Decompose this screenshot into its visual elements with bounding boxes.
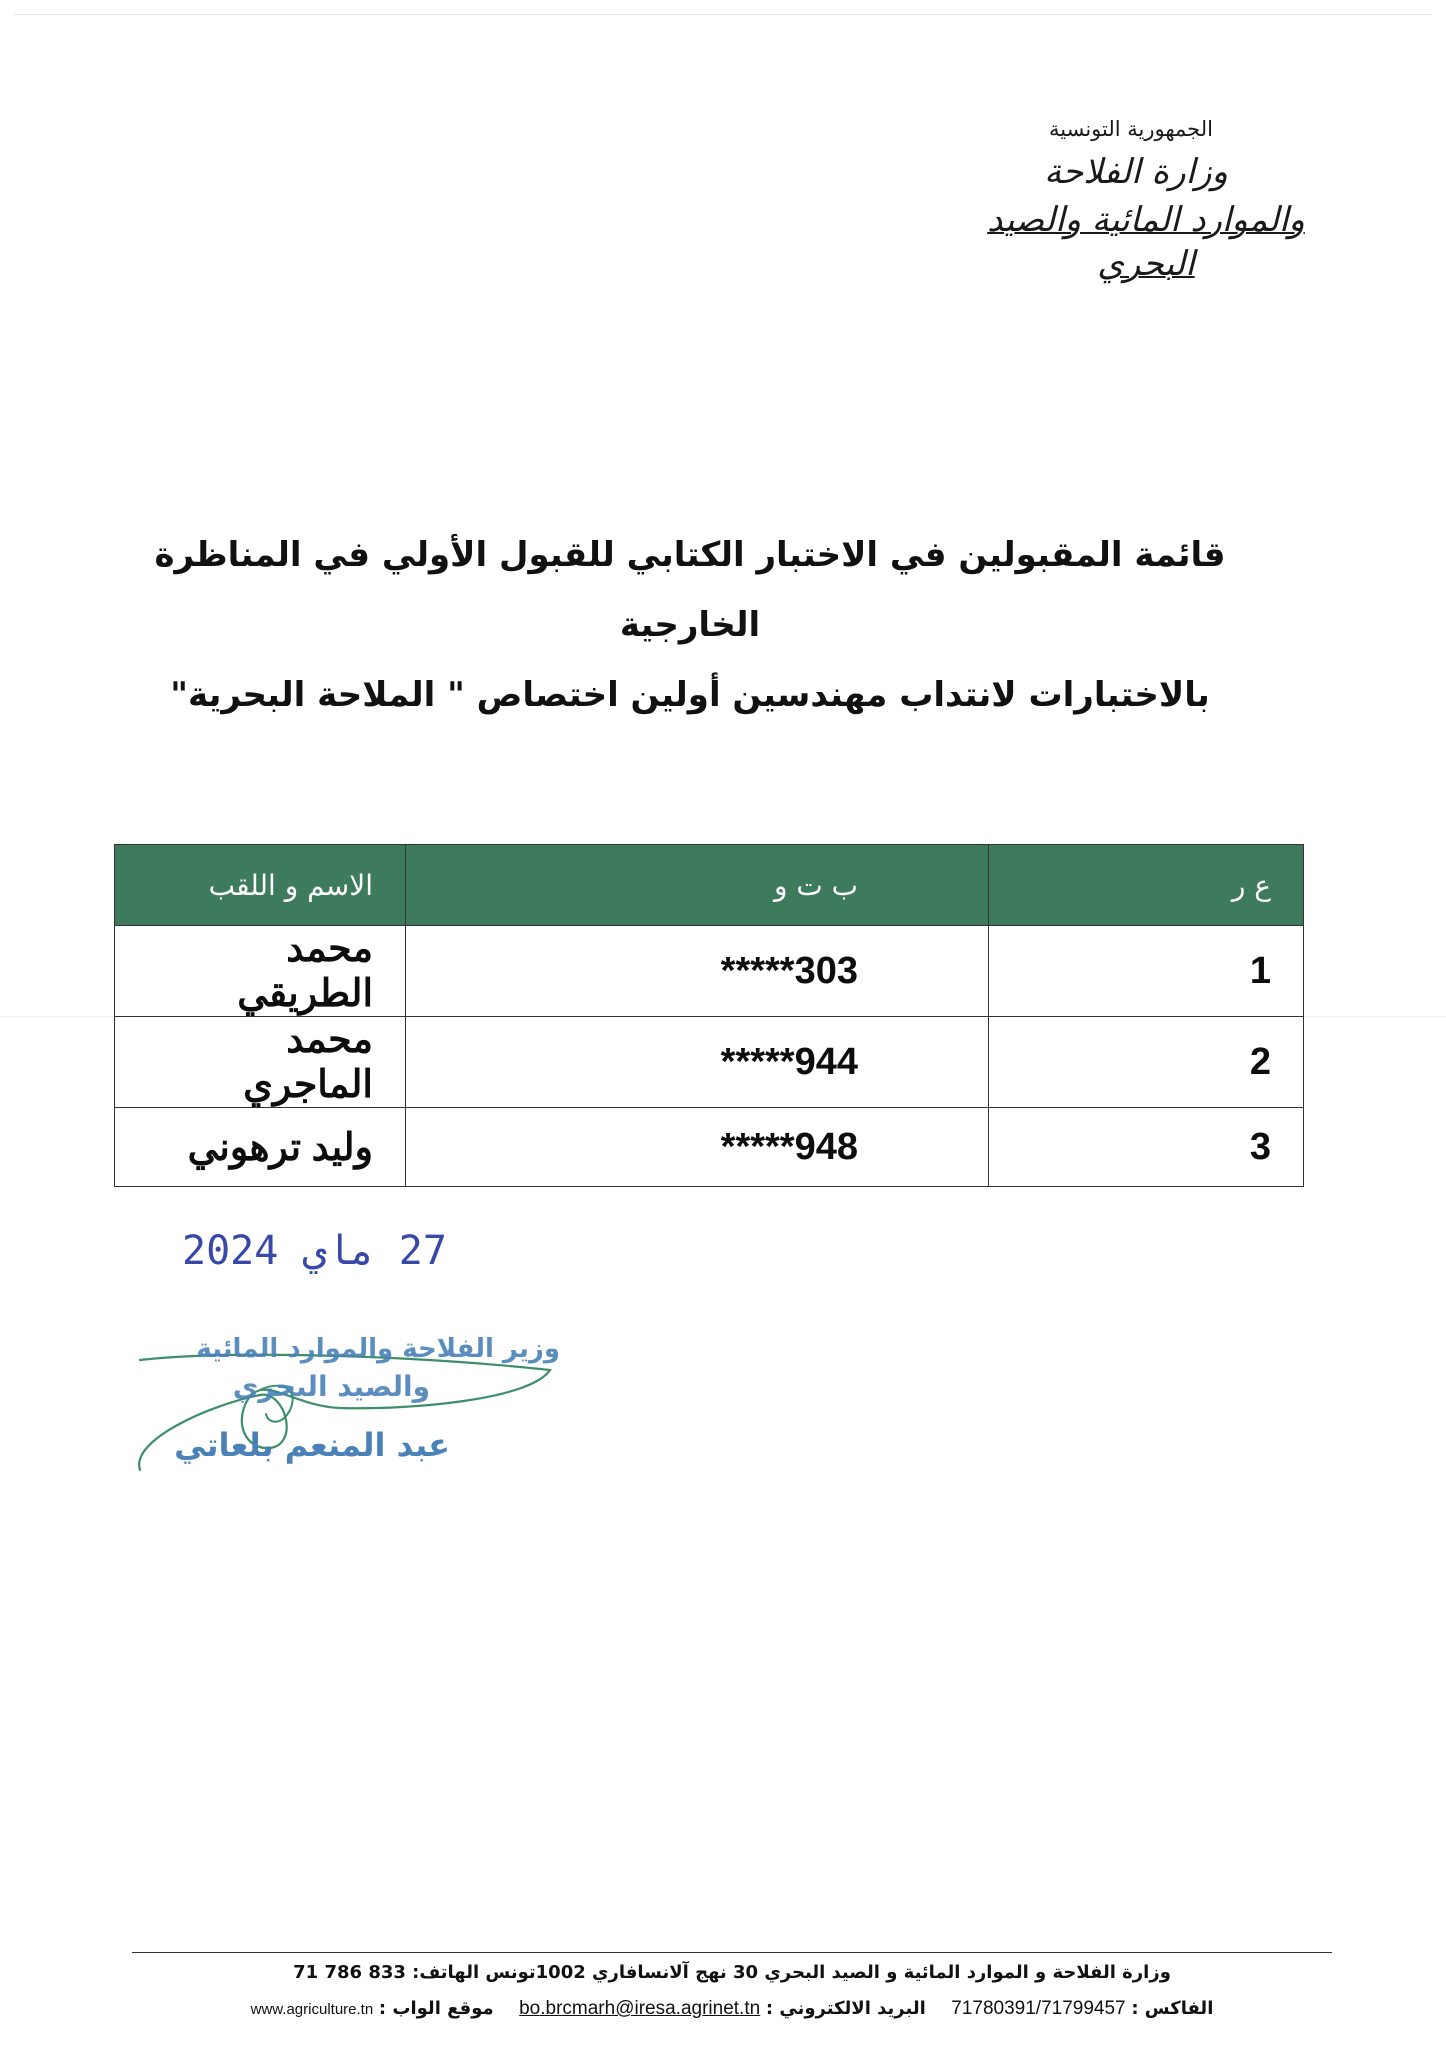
footer-contacts <box>132 1998 1332 2020</box>
table-header-row <box>115 845 1304 926</box>
signature-name: عبد المنعم بلعاتي <box>174 1426 450 1464</box>
row-num: 3 <box>989 1108 1304 1187</box>
signature-block <box>110 1330 580 1480</box>
footer-fax-label: الفاكس : <box>1131 1998 1214 2019</box>
document-title <box>140 520 1240 730</box>
footer-email-link[interactable]: bo.brcmarh@iresa.agrinet.tn <box>519 1998 761 2019</box>
row-cin: *****944 <box>406 1017 989 1108</box>
date-stamp: 27 ماي 2024 <box>182 1228 447 1274</box>
row-cin: *****948 <box>406 1108 989 1187</box>
signature-title-line2: والصيد البحري <box>232 1370 430 1403</box>
footer-address: وزارة الفلاحة و الموارد المائية و الصيد البحري 30 نهج آلانسافاري 1002تونس الهاتف: 833 786 71 <box>293 1962 1171 1983</box>
footer-web-link[interactable]: www.agriculture.tn <box>250 2001 374 2018</box>
header-cin: ب ت و <box>406 845 989 926</box>
table-row <box>115 1017 1304 1108</box>
letterhead-ministry: وزارة الفلاحة <box>1044 152 1228 192</box>
row-name: محمد الطريقي <box>115 926 406 1017</box>
table-row <box>115 1108 1304 1187</box>
letterhead <box>976 112 1316 286</box>
letterhead-ministry-sub: والموارد المائية والصيد البحري <box>987 200 1305 284</box>
row-num: 1 <box>989 926 1304 1017</box>
footer-rule <box>132 1952 1332 1953</box>
row-cin: *****303 <box>406 926 989 1017</box>
title-line-1: قائمة المقبولين في الاختبار الكتابي للقبول الأولي في المناظرة الخارجية <box>154 535 1226 645</box>
title-line-2: بالاختبارات لانتداب مهندسين أولين اختصاص " الملاحة البحرية" <box>170 675 1210 715</box>
row-num: 2 <box>989 1017 1304 1108</box>
header-num: ع ر <box>989 845 1304 926</box>
footer-web-label: موقع الواب : <box>378 1998 494 2019</box>
footer-email-label: البريد الالكتروني : <box>765 1998 926 2019</box>
letterhead-republic: الجمهورية التونسية <box>1049 117 1213 141</box>
footer-fax-value: 71780391/71799457 <box>951 1998 1126 2019</box>
table-row <box>115 926 1304 1017</box>
results-table <box>114 844 1304 1187</box>
row-name: محمد الماجري <box>115 1017 406 1108</box>
signature-title-line1: وزير الفلاحة والموارد المائية <box>196 1334 560 1364</box>
row-name: وليد ترهوني <box>115 1108 406 1187</box>
top-edge-rule <box>14 14 1432 15</box>
header-name: الاسم و اللقب <box>115 845 406 926</box>
